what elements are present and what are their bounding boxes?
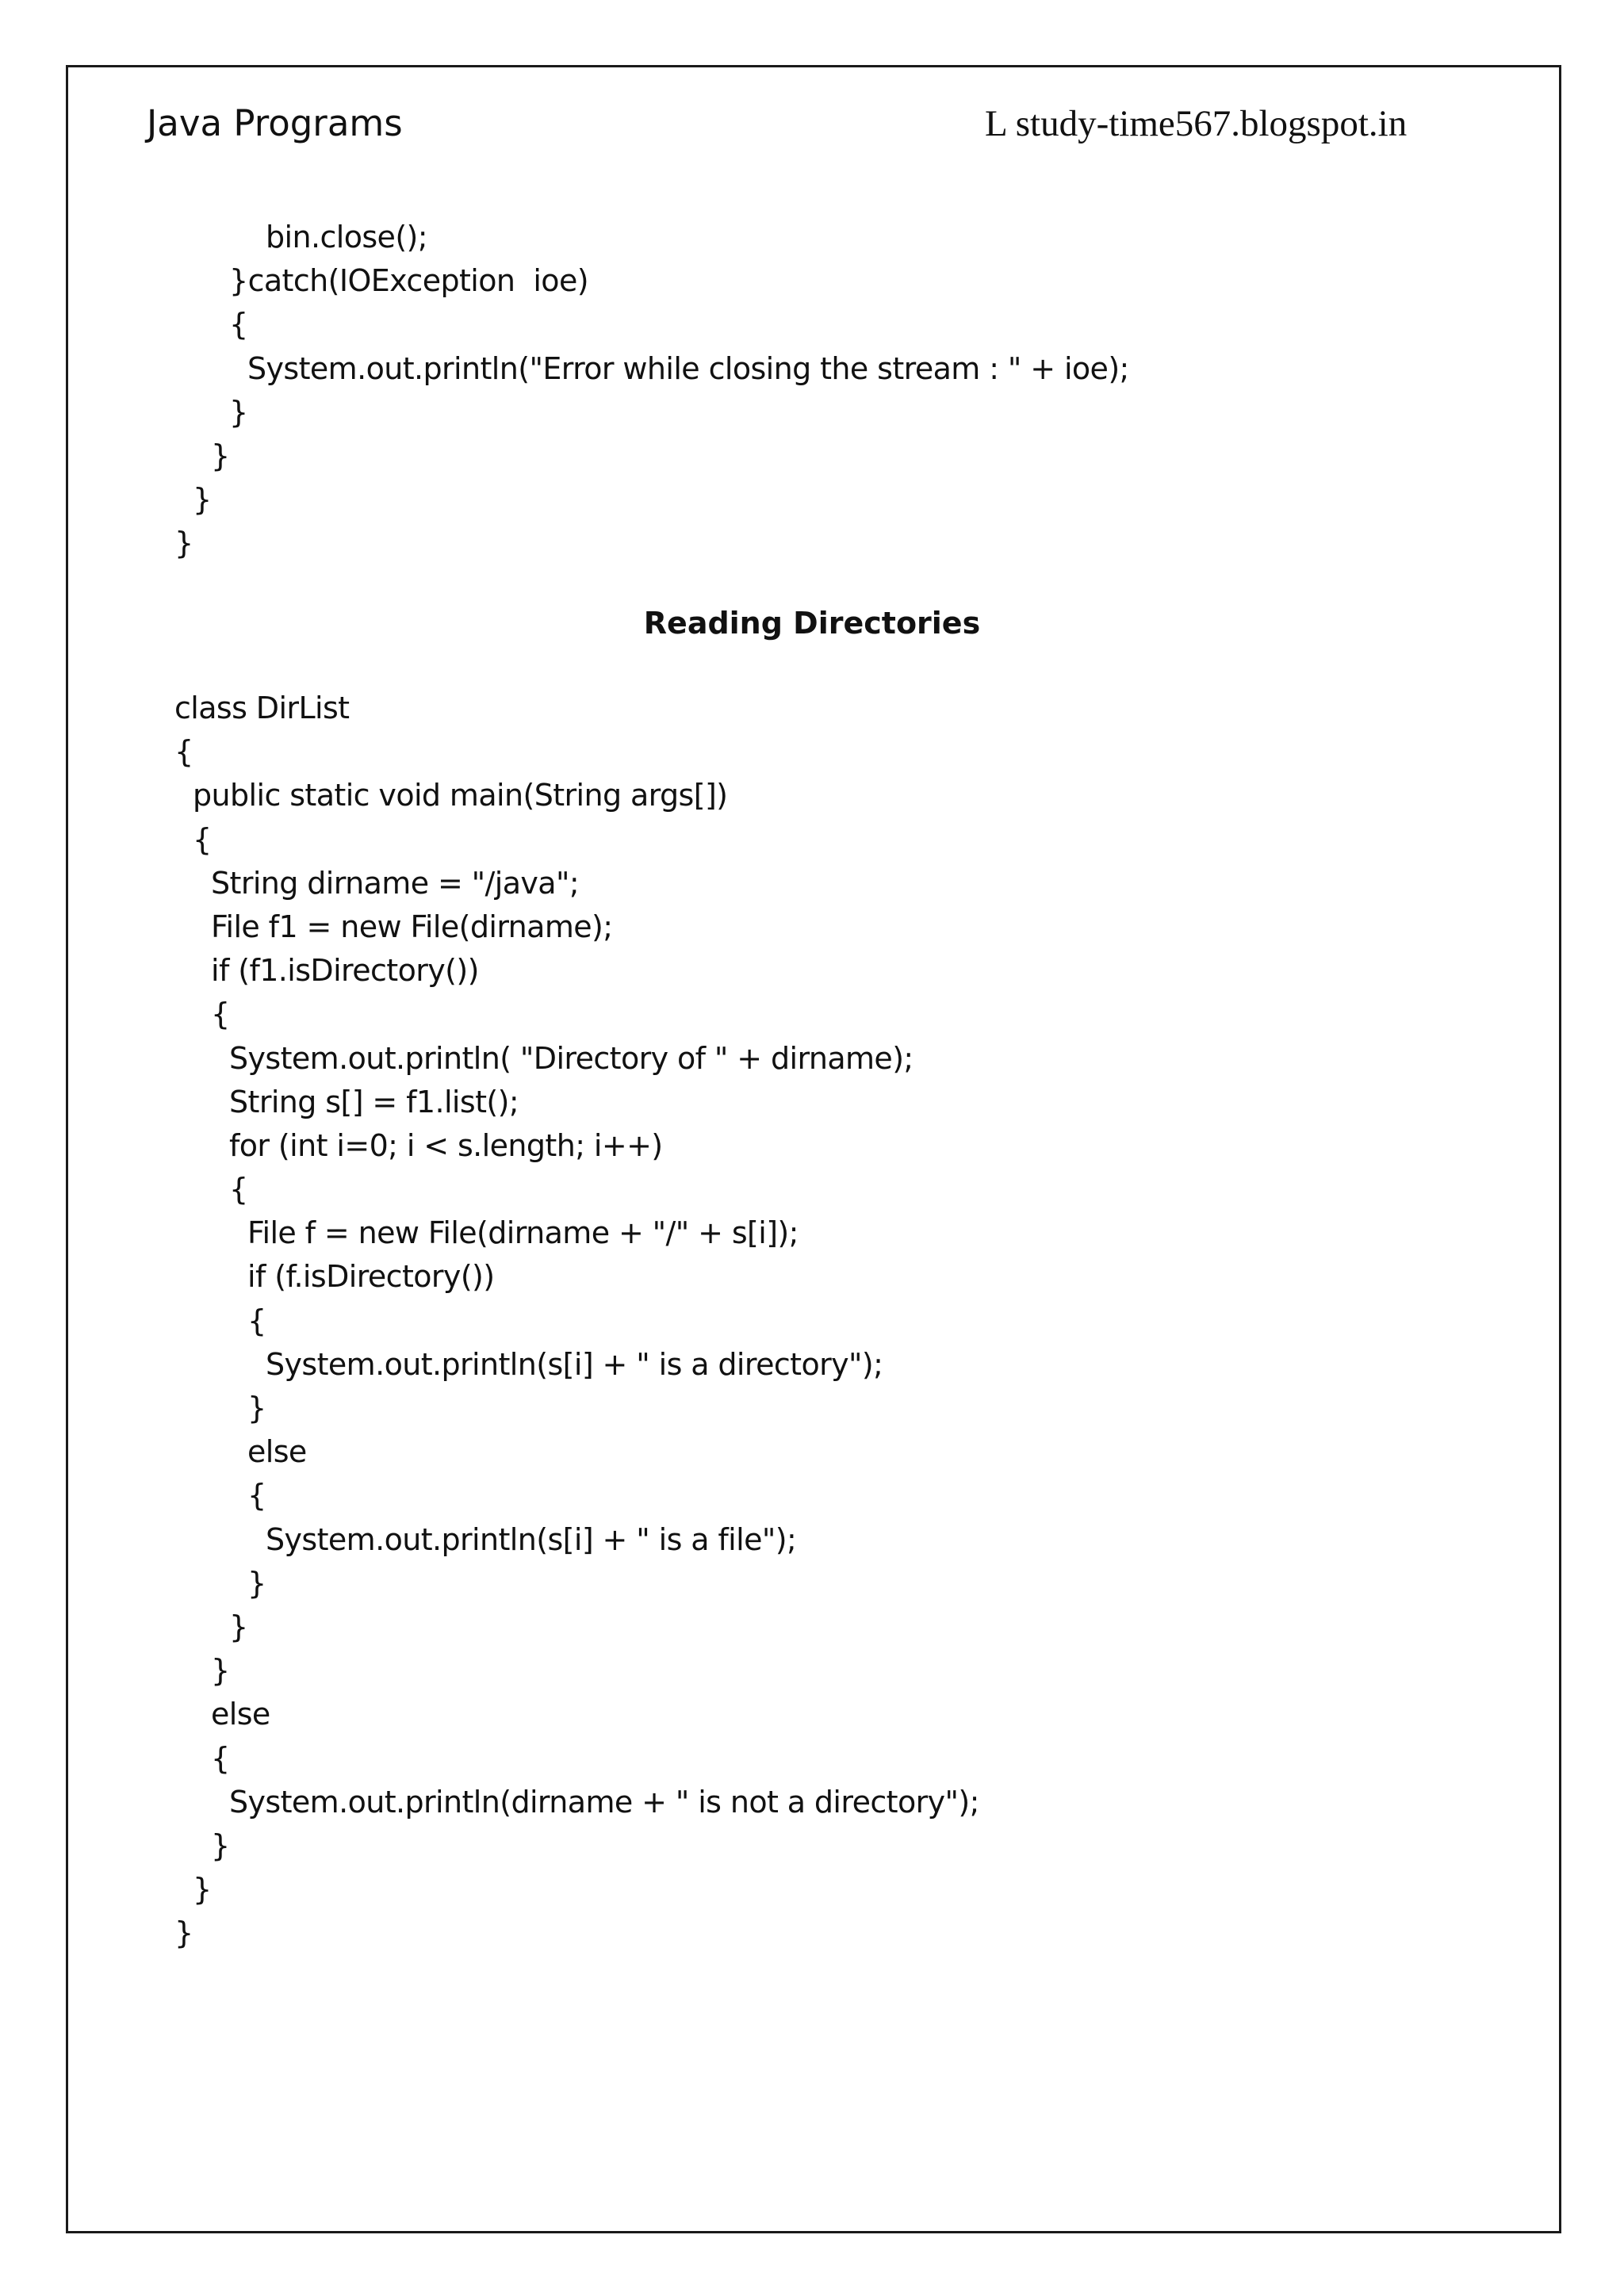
code-line: { [229, 307, 248, 342]
code-line: else [211, 1697, 270, 1732]
code-line: { [247, 1478, 266, 1513]
code-line: System.out.println(dirname + " is not a directory"); [229, 1784, 979, 1820]
page-header-site: L study-time567.blogspot.in [985, 103, 1408, 144]
code-line: if (f1.isDirectory()) [211, 953, 479, 989]
code-line: } [193, 482, 212, 518]
code-line: System.out.println(s[i] + " is a directory"); [266, 1346, 883, 1382]
code-line: } [229, 394, 248, 430]
code-line: bin.close(); [266, 220, 427, 254]
code-line: } [229, 1609, 248, 1644]
code-line: File f = new File(dirname + "/" + s[i]); [247, 1215, 799, 1251]
page-header-title: Java Programs [147, 102, 403, 144]
code-line: if (f.isDirectory()) [247, 1259, 495, 1295]
code-line: String s[] = f1.list(); [229, 1084, 519, 1119]
code-line: } [247, 1565, 266, 1601]
section-heading: Reading Directories [643, 606, 981, 641]
code-line: { [247, 1303, 266, 1338]
code-line: File f1 = new File(dirname); [211, 909, 613, 944]
code-line: } [211, 438, 230, 473]
code-line: for (int i=0; i < s.length; i++) [229, 1127, 663, 1163]
code-line: { [211, 997, 230, 1032]
code-line: { [174, 734, 193, 770]
code-line: } [211, 1653, 230, 1689]
code-block-continued [174, 216, 1129, 566]
code-line: } [174, 1915, 193, 1951]
code-line: { [193, 821, 212, 857]
code-line: } [211, 1827, 230, 1863]
code-line: System.out.println(s[i] + " is a file"); [266, 1521, 797, 1557]
code-line: else [247, 1434, 307, 1470]
code-line: { [211, 1740, 230, 1776]
code-line: class DirList [174, 691, 350, 725]
code-line: } [193, 1872, 212, 1908]
code-line: } [174, 526, 193, 561]
code-line: { [229, 1172, 248, 1207]
code-line: System.out.println("Error while closing the stream : " + ioe); [247, 350, 1129, 386]
code-line: public static void main(String args[]) [193, 778, 728, 813]
code-line: } [247, 1391, 266, 1425]
code-line: System.out.println( "Directory of " + dirname); [229, 1040, 914, 1076]
code-block-dirlist [174, 687, 979, 1955]
code-line: String dirname = "/java"; [211, 865, 580, 901]
code-line: }catch(IOException ioe) [229, 263, 588, 299]
